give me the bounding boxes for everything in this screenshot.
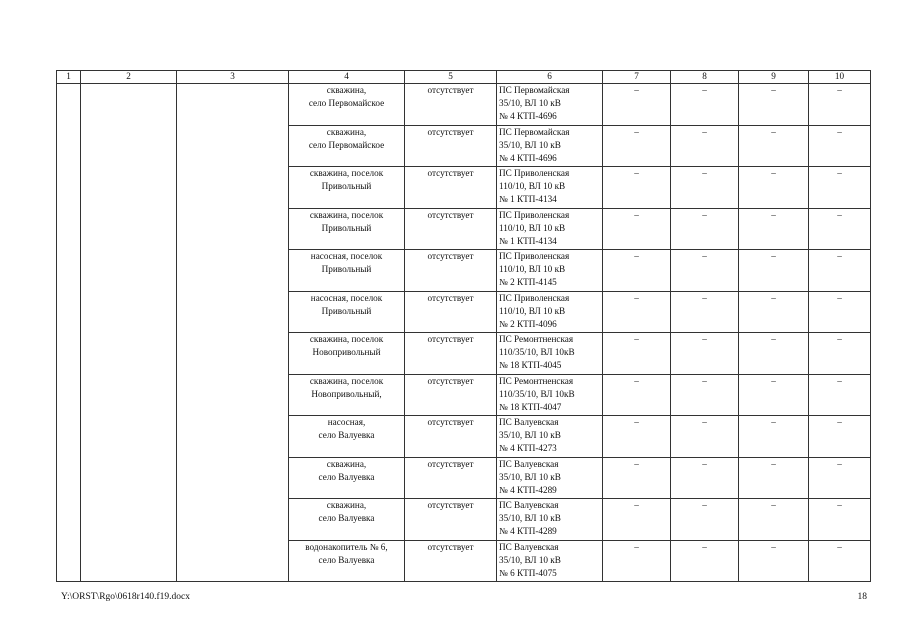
status-cell: отсутствует <box>405 167 497 209</box>
status-cell: отсутствует <box>405 250 497 292</box>
value-cell-10: – <box>809 125 871 167</box>
value-cell-10: – <box>809 457 871 499</box>
value-cell-8: – <box>671 457 739 499</box>
value-cell-7: – <box>603 125 671 167</box>
value-cell-8: – <box>671 250 739 292</box>
value-cell-7: – <box>603 291 671 333</box>
status-cell: отсутствует <box>405 291 497 333</box>
status-cell: отсутствует <box>405 540 497 582</box>
header-row <box>57 71 871 84</box>
value-cell-8: – <box>671 416 739 458</box>
col-header: 8 <box>671 71 739 84</box>
object-cell: скважина, село Валуевка <box>289 499 405 541</box>
col-header: 6 <box>497 71 603 84</box>
value-cell-10: – <box>809 540 871 582</box>
object-cell: насосная, поселок Привольный <box>289 291 405 333</box>
value-cell-10: – <box>809 84 871 126</box>
value-cell-8: – <box>671 540 739 582</box>
footer-file-path: Y:\ORST\Rgo\0618r140.f19.docx <box>61 592 190 602</box>
substation-cell: ПС Валуевская 35/10, ВЛ 10 кВ № 4 КТП-4289 <box>497 499 603 541</box>
status-cell: отсутствует <box>405 125 497 167</box>
substation-cell: ПС Приволенская 110/10, ВЛ 10 кВ № 1 КТП-4134 <box>497 208 603 250</box>
value-cell-10: – <box>809 208 871 250</box>
value-cell-8: – <box>671 291 739 333</box>
value-cell-9: – <box>739 540 809 582</box>
value-cell-9: – <box>739 499 809 541</box>
merged-cell-col-3 <box>177 84 289 582</box>
value-cell-9: – <box>739 84 809 126</box>
col-header: 1 <box>57 71 81 84</box>
object-cell: водонакопитель № 6, село Валуевка <box>289 540 405 582</box>
object-cell: насосная, село Валуевка <box>289 416 405 458</box>
status-cell: отсутствует <box>405 374 497 416</box>
status-cell: отсутствует <box>405 333 497 375</box>
status-cell: отсутствует <box>405 499 497 541</box>
col-header: 3 <box>177 71 289 84</box>
table-body <box>57 84 871 582</box>
value-cell-8: – <box>671 208 739 250</box>
status-cell: отсутствует <box>405 416 497 458</box>
value-cell-7: – <box>603 540 671 582</box>
value-cell-8: – <box>671 374 739 416</box>
value-cell-9: – <box>739 374 809 416</box>
substation-cell: ПС Валуевская 35/10, ВЛ 10 кВ № 4 КТП-4289 <box>497 457 603 499</box>
value-cell-10: – <box>809 167 871 209</box>
value-cell-7: – <box>603 374 671 416</box>
object-cell: скважина, село Первомайское <box>289 125 405 167</box>
substation-cell: ПС Ремонтненская 110/35/10, ВЛ 10кВ № 18 КТП-4045 <box>497 333 603 375</box>
substation-cell: ПС Приволенская 110/10, ВЛ 10 кВ № 1 КТП-4134 <box>497 167 603 209</box>
value-cell-8: – <box>671 167 739 209</box>
data-table <box>56 70 871 582</box>
substation-cell: ПС Валуевская 35/10, ВЛ 10 кВ № 4 КТП-4273 <box>497 416 603 458</box>
value-cell-7: – <box>603 457 671 499</box>
value-cell-8: – <box>671 84 739 126</box>
value-cell-9: – <box>739 250 809 292</box>
page-number: 18 <box>857 592 867 602</box>
substation-cell: ПС Приволенская 110/10, ВЛ 10 кВ № 2 КТП-4096 <box>497 291 603 333</box>
value-cell-9: – <box>739 291 809 333</box>
col-header: 10 <box>809 71 871 84</box>
value-cell-7: – <box>603 416 671 458</box>
substation-cell: ПС Валуевская 35/10, ВЛ 10 кВ № 6 КТП-4075 <box>497 540 603 582</box>
value-cell-9: – <box>739 167 809 209</box>
col-header: 9 <box>739 71 809 84</box>
value-cell-8: – <box>671 125 739 167</box>
object-cell: насосная, поселок Привольный <box>289 250 405 292</box>
object-cell: скважина, село Валуевка <box>289 457 405 499</box>
value-cell-9: – <box>739 457 809 499</box>
object-cell: скважина, поселок Новопривольный <box>289 333 405 375</box>
value-cell-10: – <box>809 499 871 541</box>
value-cell-9: – <box>739 125 809 167</box>
value-cell-9: – <box>739 416 809 458</box>
value-cell-7: – <box>603 499 671 541</box>
substation-cell: ПС Приволенская 110/10, ВЛ 10 кВ № 2 КТП-4145 <box>497 250 603 292</box>
substation-cell: ПС Ремонтненская 110/35/10, ВЛ 10кВ № 18 КТП-4047 <box>497 374 603 416</box>
value-cell-7: – <box>603 250 671 292</box>
col-header: 4 <box>289 71 405 84</box>
value-cell-10: – <box>809 374 871 416</box>
value-cell-8: – <box>671 499 739 541</box>
merged-cell-col-2 <box>81 84 177 582</box>
object-cell: скважина, поселок Привольный <box>289 167 405 209</box>
value-cell-10: – <box>809 333 871 375</box>
substation-cell: ПС Первомайская 35/10, ВЛ 10 кВ № 4 КТП-4696 <box>497 125 603 167</box>
value-cell-7: – <box>603 167 671 209</box>
status-cell: отсутствует <box>405 457 497 499</box>
table-row <box>57 84 871 126</box>
value-cell-9: – <box>739 333 809 375</box>
col-header: 5 <box>405 71 497 84</box>
value-cell-8: – <box>671 333 739 375</box>
col-header: 7 <box>603 71 671 84</box>
object-cell: скважина, поселок Привольный <box>289 208 405 250</box>
substation-cell: ПС Первомайская 35/10, ВЛ 10 кВ № 4 КТП-4696 <box>497 84 603 126</box>
status-cell: отсутствует <box>405 84 497 126</box>
status-cell: отсутствует <box>405 208 497 250</box>
object-cell: скважина, поселок Новопривольный, <box>289 374 405 416</box>
value-cell-9: – <box>739 208 809 250</box>
object-cell: скважина, село Первомайское <box>289 84 405 126</box>
value-cell-7: – <box>603 208 671 250</box>
value-cell-10: – <box>809 250 871 292</box>
value-cell-7: – <box>603 84 671 126</box>
col-header: 2 <box>81 71 177 84</box>
value-cell-10: – <box>809 291 871 333</box>
value-cell-7: – <box>603 333 671 375</box>
value-cell-10: – <box>809 416 871 458</box>
merged-cell-col-1 <box>57 84 81 582</box>
